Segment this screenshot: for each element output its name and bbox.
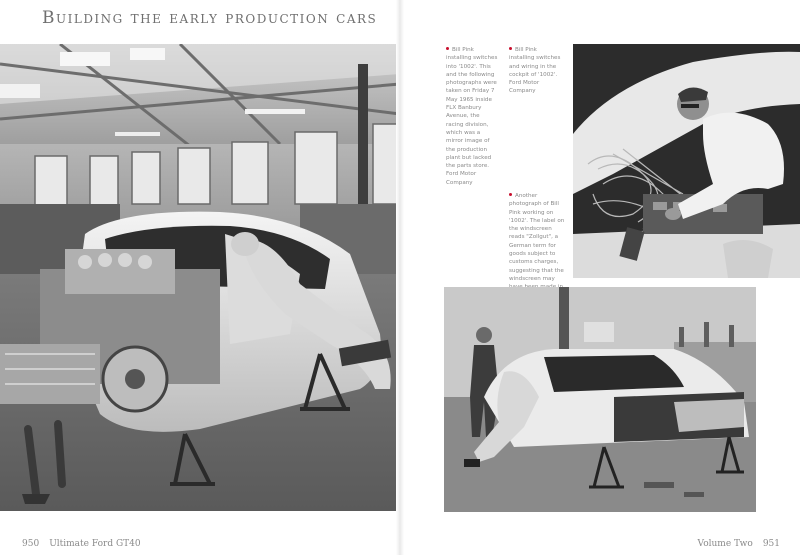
caption-3-text: Another photograph of Bill Pink working on '1002'. The label on the windscreen reads "Zollgut", a German term for goods subject to customs charges, suggesting that the windscreen may <box>509 193 565 282</box>
caption-2 <box>509 46 561 96</box>
photo-top-right <box>573 44 800 278</box>
footer-right <box>698 539 780 549</box>
book-gutter <box>396 0 404 555</box>
caption-2-text: Bill Pink installing switches and wiring in the cockpit of '1002'. Ford Motor Company <box>509 47 561 95</box>
left-book-title: Ultimate Ford GT40 <box>49 539 141 549</box>
left-page-number: 950 <box>22 539 40 549</box>
caption-bullet <box>509 193 512 196</box>
right-volume: Volume Two <box>697 539 753 549</box>
photo-main-image <box>0 44 400 511</box>
caption-1 <box>446 46 498 187</box>
caption-bullet <box>509 47 512 50</box>
right-page-number: 951 <box>762 539 780 549</box>
photo-top-right-image <box>573 44 800 278</box>
footer-left <box>22 539 141 549</box>
photo-bottom-right <box>444 287 756 512</box>
photo-bottom-right-image <box>444 287 756 512</box>
caption-1-text: Bill Pink installing switches into '1002'. This and the following photographs were taken on Friday 7 May 1965 inside FLX Banbury Avenue, the racing division, which was a mirror image of the production plant but lacked the parts store. Ford Motor Company <box>446 47 498 186</box>
caption-bullet <box>446 47 449 50</box>
photo-main <box>0 44 400 511</box>
page-title: Building the early production cars <box>42 8 378 28</box>
